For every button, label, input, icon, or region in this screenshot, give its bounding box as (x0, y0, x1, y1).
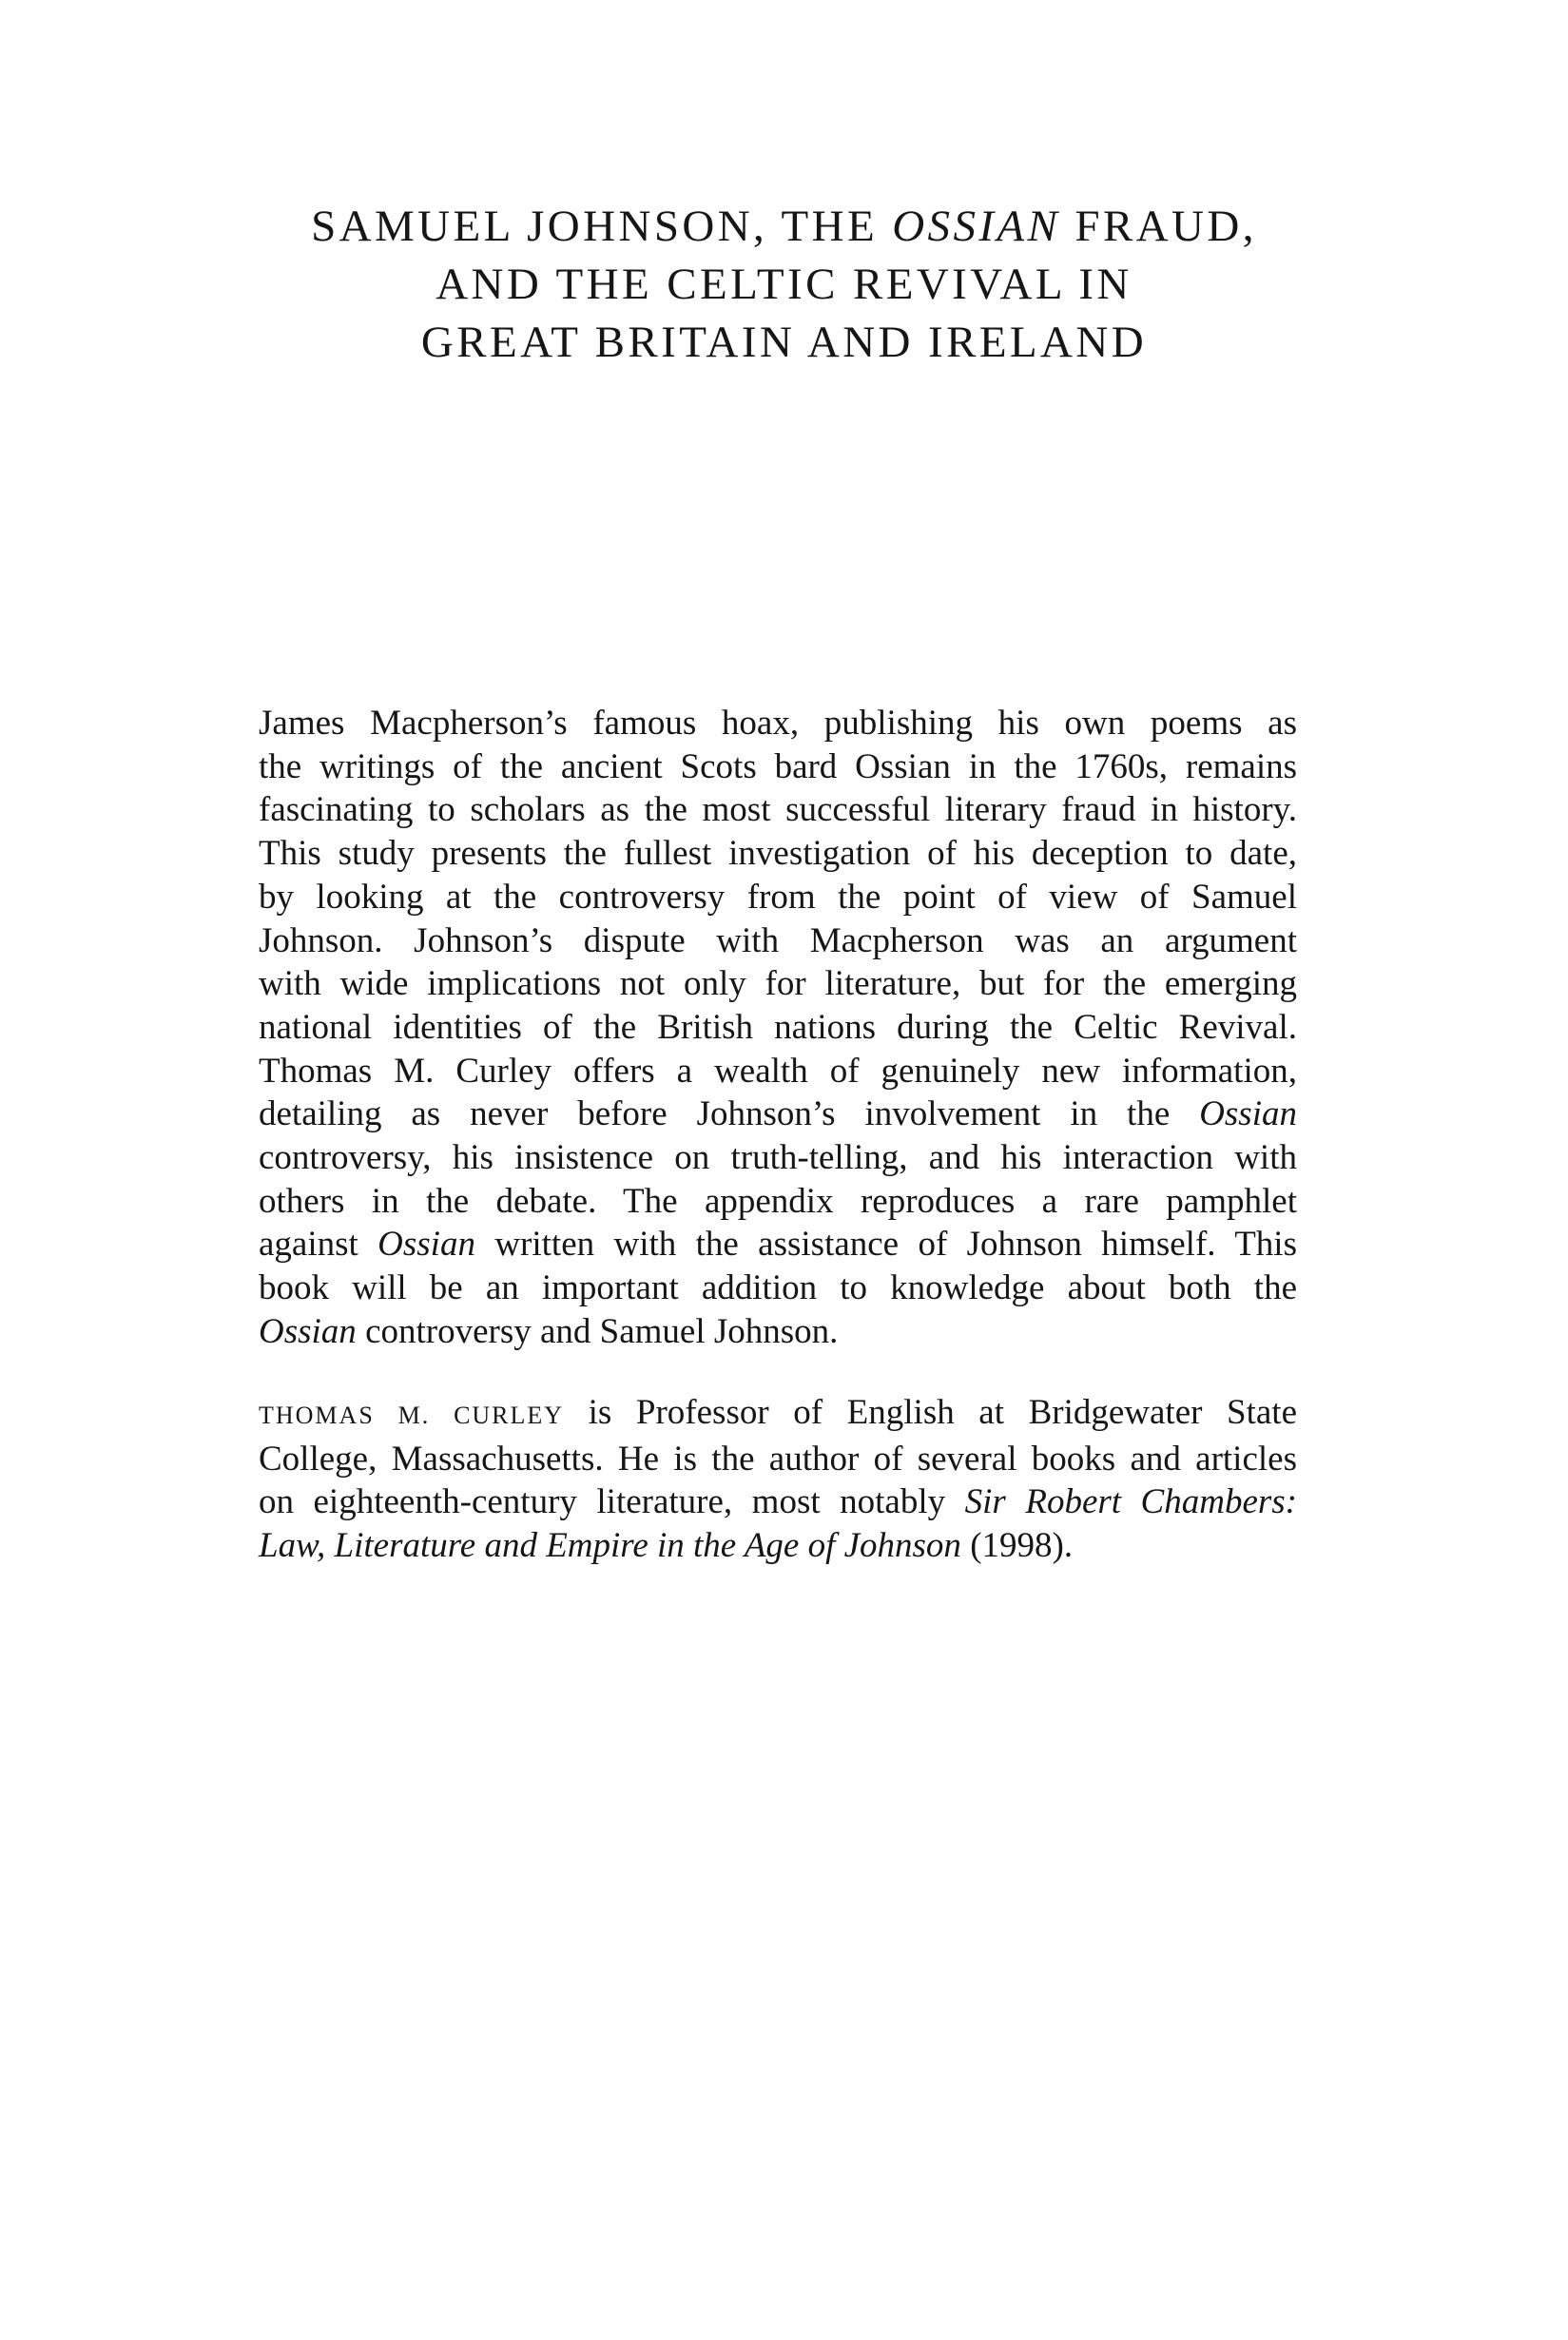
author-bio (259, 1391, 1297, 1568)
title-text: SAMUEL JOHNSON, THE (311, 202, 893, 251)
description-line: book will be an important addition to knowledge about both the (259, 1268, 1297, 1308)
bio-line (259, 1480, 1297, 1524)
description-line: with wide implications not only for literature, but for the emerging (259, 964, 1297, 1004)
description-line (259, 1223, 1297, 1267)
italic-ossian: Ossian (1199, 1094, 1297, 1134)
description-text: detailing as never before Johnson’s involvement in the (259, 1094, 1200, 1134)
description-line: others in the debate. The appendix reproduces a rare pamphlet (259, 1181, 1297, 1221)
book-title-italic: Sir Robert Chambers: (964, 1482, 1297, 1522)
description-line: Johnson. Johnson’s dispute with Macpherson was an argument (259, 920, 1297, 960)
description-line: the writings of the ancient Scots bard Ossian in the 1760s, remains (259, 746, 1297, 786)
description-line: Thomas M. Curley offers a wealth of genuinely new information, (259, 1051, 1297, 1091)
bio-line: College, Massachusetts. He is the author of several books and articles (259, 1439, 1297, 1479)
title-italic-ossian: OSSIAN (892, 202, 1061, 251)
description-line (259, 1310, 1297, 1354)
description-text: written with the assistance of Johnson himself. This (474, 1225, 1297, 1265)
description-line (259, 1093, 1297, 1136)
italic-ossian: Ossian (259, 1311, 357, 1351)
bio-text: on eighteenth-century literature, most notably (259, 1482, 965, 1522)
bio-text: is Professor of English at Bridgewater State (564, 1393, 1297, 1432)
book-description (259, 702, 1297, 1354)
bio-text: (1998). (960, 1526, 1074, 1566)
bio-line (259, 1391, 1297, 1438)
description-text: against (259, 1225, 378, 1265)
author-name: THOMAS M. CURLEY (259, 1402, 565, 1429)
description-line: national identities of the British nations during the Celtic Revival. (259, 1007, 1297, 1047)
description-line: controversy, his insistence on truth-telling, and his interaction with (259, 1138, 1297, 1178)
description-line: This study presents the fullest investigation of his deception to date, (259, 834, 1297, 874)
description-line: James Macpherson’s famous hoax, publishing his own poems as (259, 704, 1297, 743)
book-title-italic: Law, Literature and Empire in the Age of Johnson (259, 1526, 961, 1566)
title-line-1 (219, 198, 1349, 256)
bio-line (259, 1524, 1297, 1568)
description-line: fascinating to scholars as the most successful literary fraud in history. (259, 790, 1297, 830)
title-text: FRAUD, (1060, 202, 1257, 251)
description-line: by looking at the controversy from the point of view of Samuel (259, 877, 1297, 917)
title-line-2: AND THE CELTIC REVIVAL IN (436, 260, 1132, 309)
book-title (219, 198, 1349, 372)
description-text: controversy and Samuel Johnson. (356, 1311, 839, 1351)
italic-ossian: Ossian (377, 1225, 475, 1265)
title-line-3: GREAT BRITAIN AND IRELAND (420, 318, 1148, 367)
